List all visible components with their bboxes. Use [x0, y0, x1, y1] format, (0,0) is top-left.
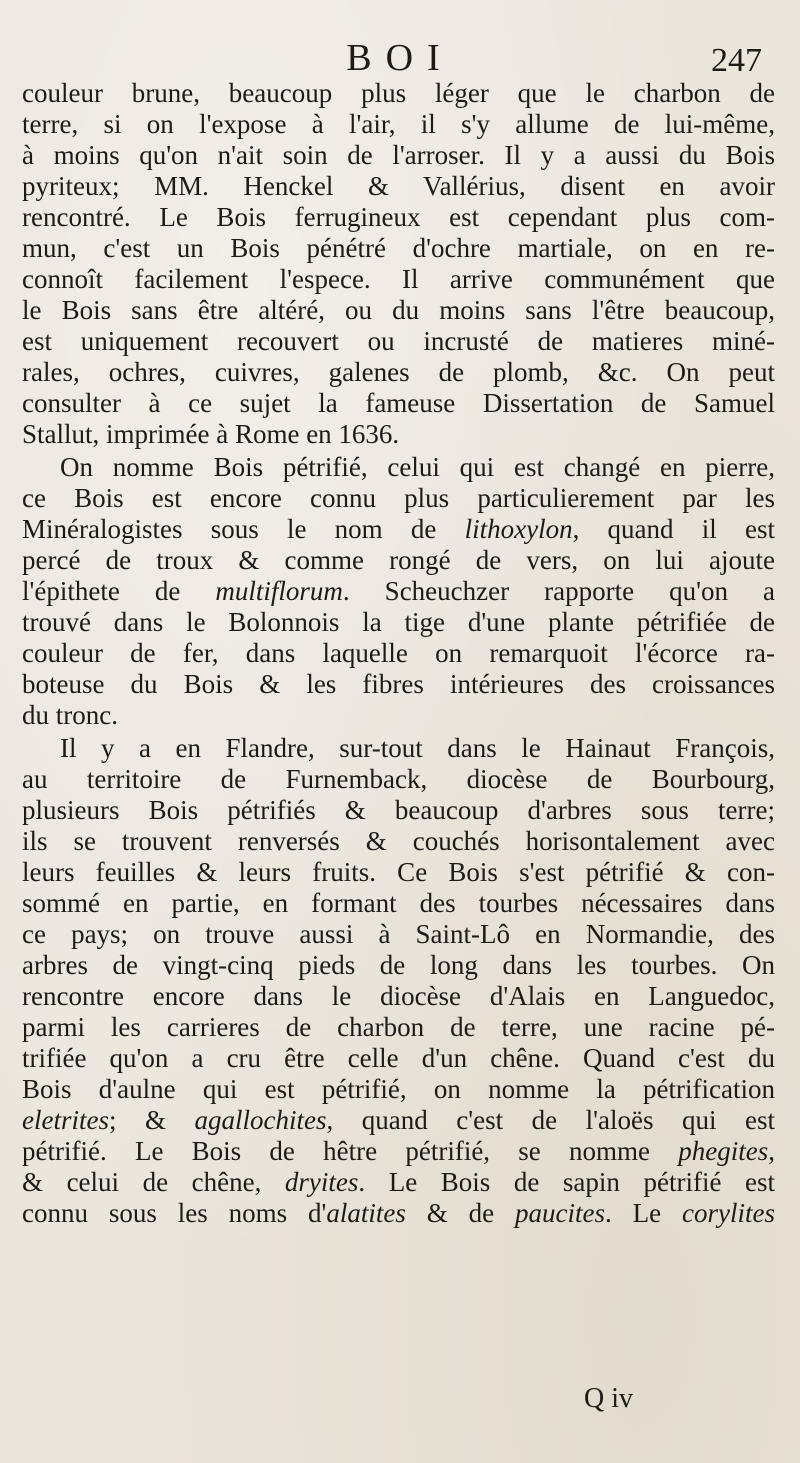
text-line: parmi les carrieres de charbon de terre, une racine pé- [22, 1012, 775, 1042]
text-line: percé de troux & comme rongé de vers, on lui ajoute [22, 545, 775, 575]
text-line: couleur brune, beaucoup plus léger que le charbon de [22, 78, 775, 108]
text-line: mun, c'est un Bois pénétré d'ochre martiale, on en re- [22, 233, 775, 263]
text-line: terre, si on l'expose à l'air, il s'y allume de lui-même, [22, 109, 775, 139]
text-line: au territoire de Furnemback, diocèse de Bourbourg, [22, 764, 775, 794]
text-line: sommé en partie, en formant des tourbes nécessaires dans [22, 888, 775, 918]
text-line: On nomme Bois pétrifié, celui qui est changé en pierre, [60, 452, 775, 482]
text-line: trouvé dans le Bolonnois la tige d'une plante pétrifiée de [22, 607, 775, 637]
page-number: 247 [711, 42, 762, 79]
text-line: à moins qu'on n'ait soin de l'arroser. Il y a aussi du Bois [22, 140, 775, 170]
text-line: leurs feuilles & leurs fruits. Ce Bois s'est pétrifié & con- [22, 857, 775, 887]
text-line: pyriteux; MM. Henckel & Vallérius, disent en avoir [22, 171, 775, 201]
text-line: rencontré. Le Bois ferrugineux est cependant plus com- [22, 202, 775, 232]
text-line: & celui de chêne, dryites. Le Bois de sapin pétrifié est [22, 1167, 775, 1197]
text-line: ce pays; on trouve aussi à Saint-Lô en Normandie, des [22, 919, 775, 949]
text-line: eletrites; & agallochites, quand c'est de l'aloës qui est [22, 1105, 775, 1135]
text-line: couleur de fer, dans laquelle on remarquoit l'écorce ra- [22, 638, 775, 668]
text-line: connoît facilement l'espece. Il arrive communément que [22, 264, 775, 294]
text-line: le Bois sans être altéré, ou du moins sans l'être beaucoup, [22, 295, 775, 325]
text-line: Bois d'aulne qui est pétrifié, on nomme la pétrification [22, 1074, 775, 1104]
body-text [22, 78, 775, 1229]
text-line: arbres de vingt-cinq pieds de long dans les tourbes. On [22, 950, 775, 980]
text-line: du tronc. [22, 700, 118, 730]
text-line: l'épithete de multiflorum. Scheuchzer rapporte qu'on a [22, 576, 775, 606]
text-line: rales, ochres, cuivres, galenes de plomb, &c. On peut [22, 357, 775, 387]
page-title: BOI [346, 37, 454, 79]
text-line: consulter à ce sujet la fameuse Dissertation de Samuel [22, 388, 775, 418]
running-head [0, 28, 800, 78]
text-line: plusieurs Bois pétrifiés & beaucoup d'arbres sous terre; [22, 795, 775, 825]
text-line: connu sous les noms d'alatites & de paucites. Le corylites [22, 1198, 775, 1228]
text-line: ce Bois est encore connu plus particulierement par les [22, 483, 775, 513]
text-line: Minéralogistes sous le nom de lithoxylon, quand il est [22, 514, 775, 544]
text-line: rencontre encore dans le diocèse d'Alais en Languedoc, [22, 981, 775, 1011]
catchword-signature: Q iv [584, 1383, 633, 1414]
text-line: Stallut, imprimée à Rome en 1636. [22, 419, 400, 449]
text-line: trifiée qu'on a cru être celle d'un chêne. Quand c'est du [22, 1043, 775, 1073]
text-line: Il y a en Flandre, sur-tout dans le Hainaut François, [60, 733, 775, 763]
text-line: est uniquement recouvert ou incrusté de matieres miné- [22, 326, 775, 356]
text-line: boteuse du Bois & les fibres intérieures des croissances [22, 669, 775, 699]
text-line: pétrifié. Le Bois de hêtre pétrifié, se nomme phegites, [22, 1136, 775, 1166]
text-line: ils se trouvent renversés & couchés horisontalement avec [22, 826, 775, 856]
